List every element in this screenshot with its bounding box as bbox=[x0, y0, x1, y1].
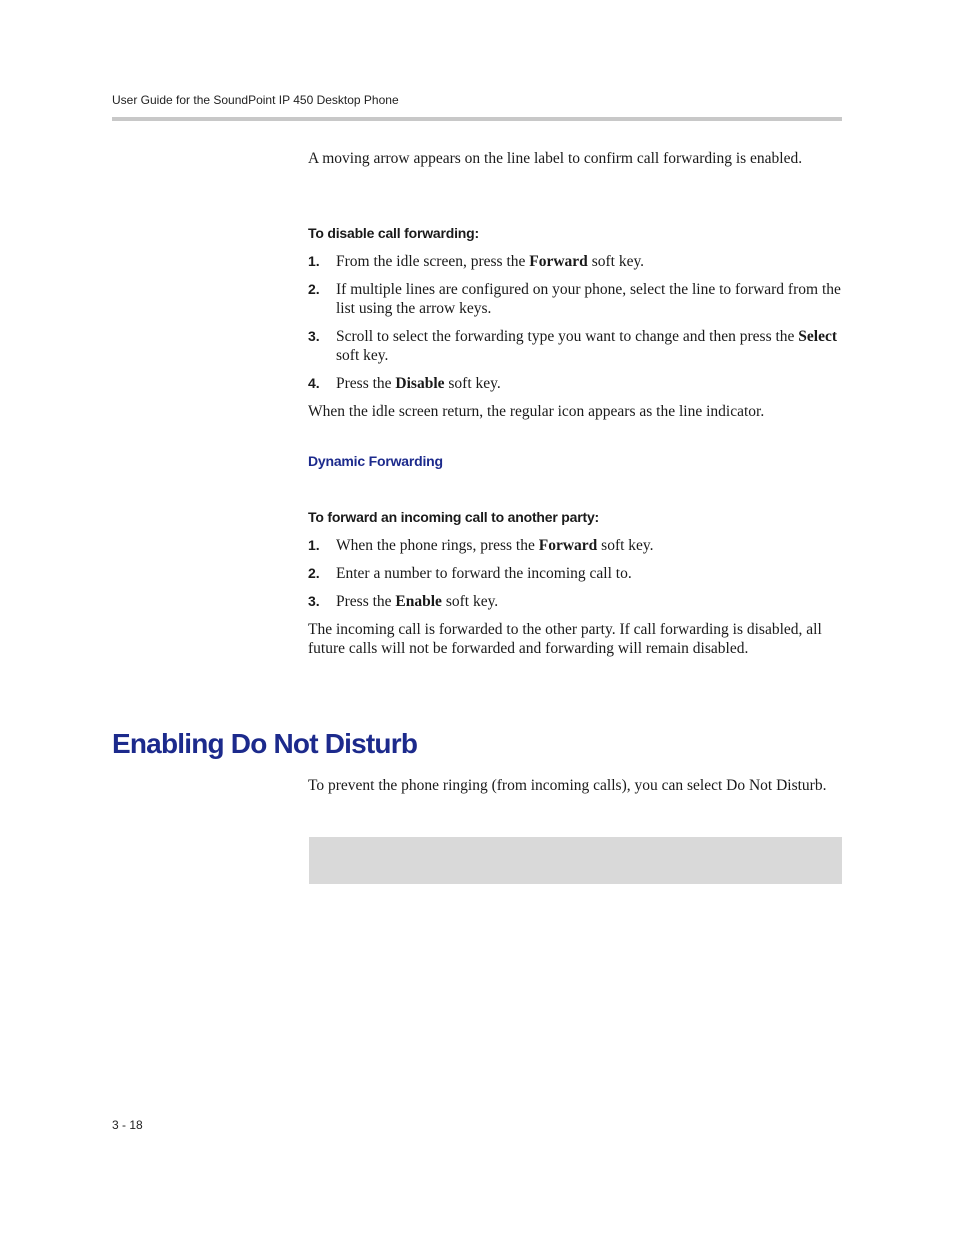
forward-step-3: 3. Press the Enable soft key. bbox=[308, 593, 499, 610]
disable-step-3: 3. Scroll to select the forwarding type you want to change and then press the Select soft key. bbox=[308, 328, 838, 364]
forward-step-2: 2. Enter a number to forward the incoming call to. bbox=[308, 565, 632, 582]
forward-procedure-heading: To forward an incoming call to another party: bbox=[308, 509, 599, 525]
forward-step-1: 1. When the phone rings, press the Forward soft key. bbox=[308, 537, 654, 554]
dnd-paragraph: To prevent the phone ringing (from incoming calls), you can select Do Not Disturb. bbox=[308, 777, 827, 794]
intro-paragraph: A moving arrow appears on the line label to confirm call forwarding is enabled. bbox=[308, 150, 803, 167]
note-box bbox=[309, 837, 842, 884]
disable-procedure-heading: To disable call forwarding: bbox=[308, 225, 479, 241]
disable-after-paragraph: When the idle screen return, the regular icon appears as the line indicator. bbox=[308, 403, 765, 420]
disable-step-2: 2. If multiple lines are configured on your phone, select the line to forward from the list using the arrow keys. bbox=[308, 281, 841, 317]
forward-after-paragraph: The incoming call is forwarded to the other party. If call forwarding is disabled, all future calls will not be forwarded and forwarding will remain disabled. bbox=[308, 621, 822, 657]
running-header: User Guide for the SoundPoint IP 450 Desktop Phone bbox=[112, 93, 399, 107]
page-number: 3 - 18 bbox=[112, 1118, 143, 1132]
section-title-do-not-disturb: Enabling Do Not Disturb bbox=[112, 728, 418, 759]
header-rule bbox=[112, 117, 842, 121]
disable-step-4: 4. Press the Disable soft key. bbox=[308, 375, 501, 392]
disable-step-1: 1. From the idle screen, press the Forward soft key. bbox=[308, 253, 645, 270]
dynamic-forwarding-subheading: Dynamic Forwarding bbox=[308, 453, 443, 469]
